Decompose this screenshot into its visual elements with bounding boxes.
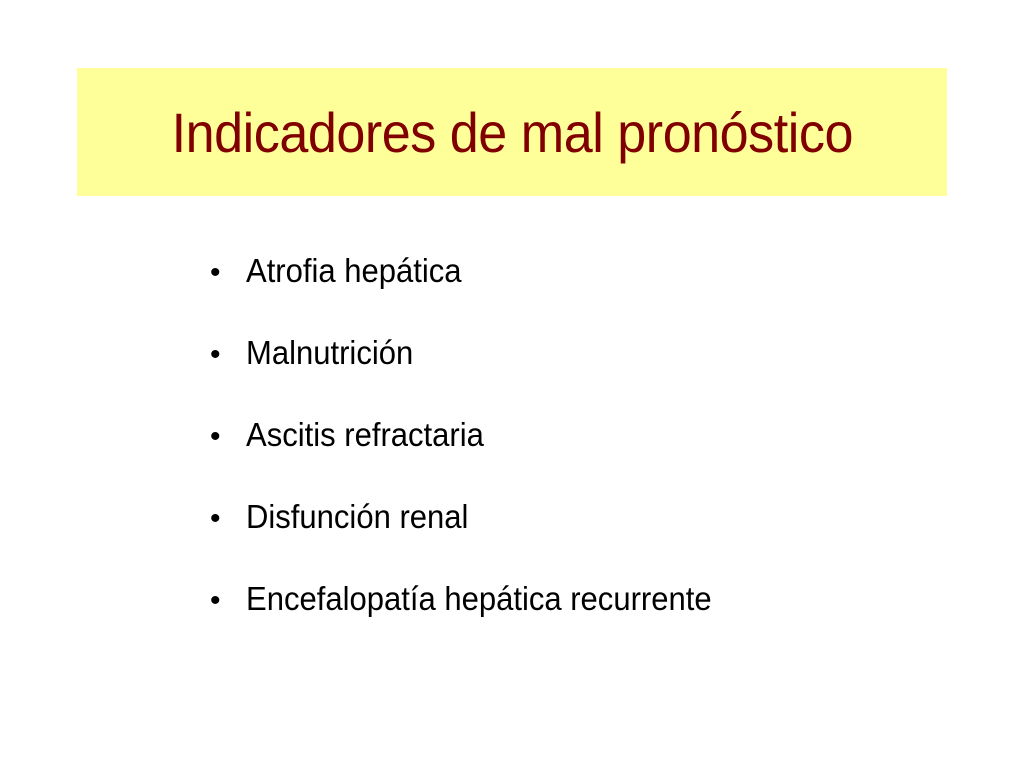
slide-title: Indicadores de mal pronóstico xyxy=(171,100,853,164)
bullet-icon: • xyxy=(210,502,221,535)
title-banner xyxy=(77,68,947,196)
bullet-text: Malnutrición xyxy=(246,334,414,371)
list-item xyxy=(210,416,741,498)
bullet-icon: • xyxy=(210,420,221,453)
bullet-icon: • xyxy=(210,584,221,617)
list-item xyxy=(210,498,741,580)
bullet-list xyxy=(210,252,741,662)
bullet-icon: • xyxy=(210,256,221,289)
list-item xyxy=(210,334,741,416)
bullet-text: Encefalopatía hepática recurrente xyxy=(246,580,712,617)
bullet-text: Disfunción renal xyxy=(246,498,469,535)
list-item xyxy=(210,252,741,334)
list-item xyxy=(210,580,741,662)
bullet-text: Atrofia hepática xyxy=(246,252,462,289)
bullet-text: Ascitis refractaria xyxy=(246,416,484,453)
bullet-icon: • xyxy=(210,338,221,371)
